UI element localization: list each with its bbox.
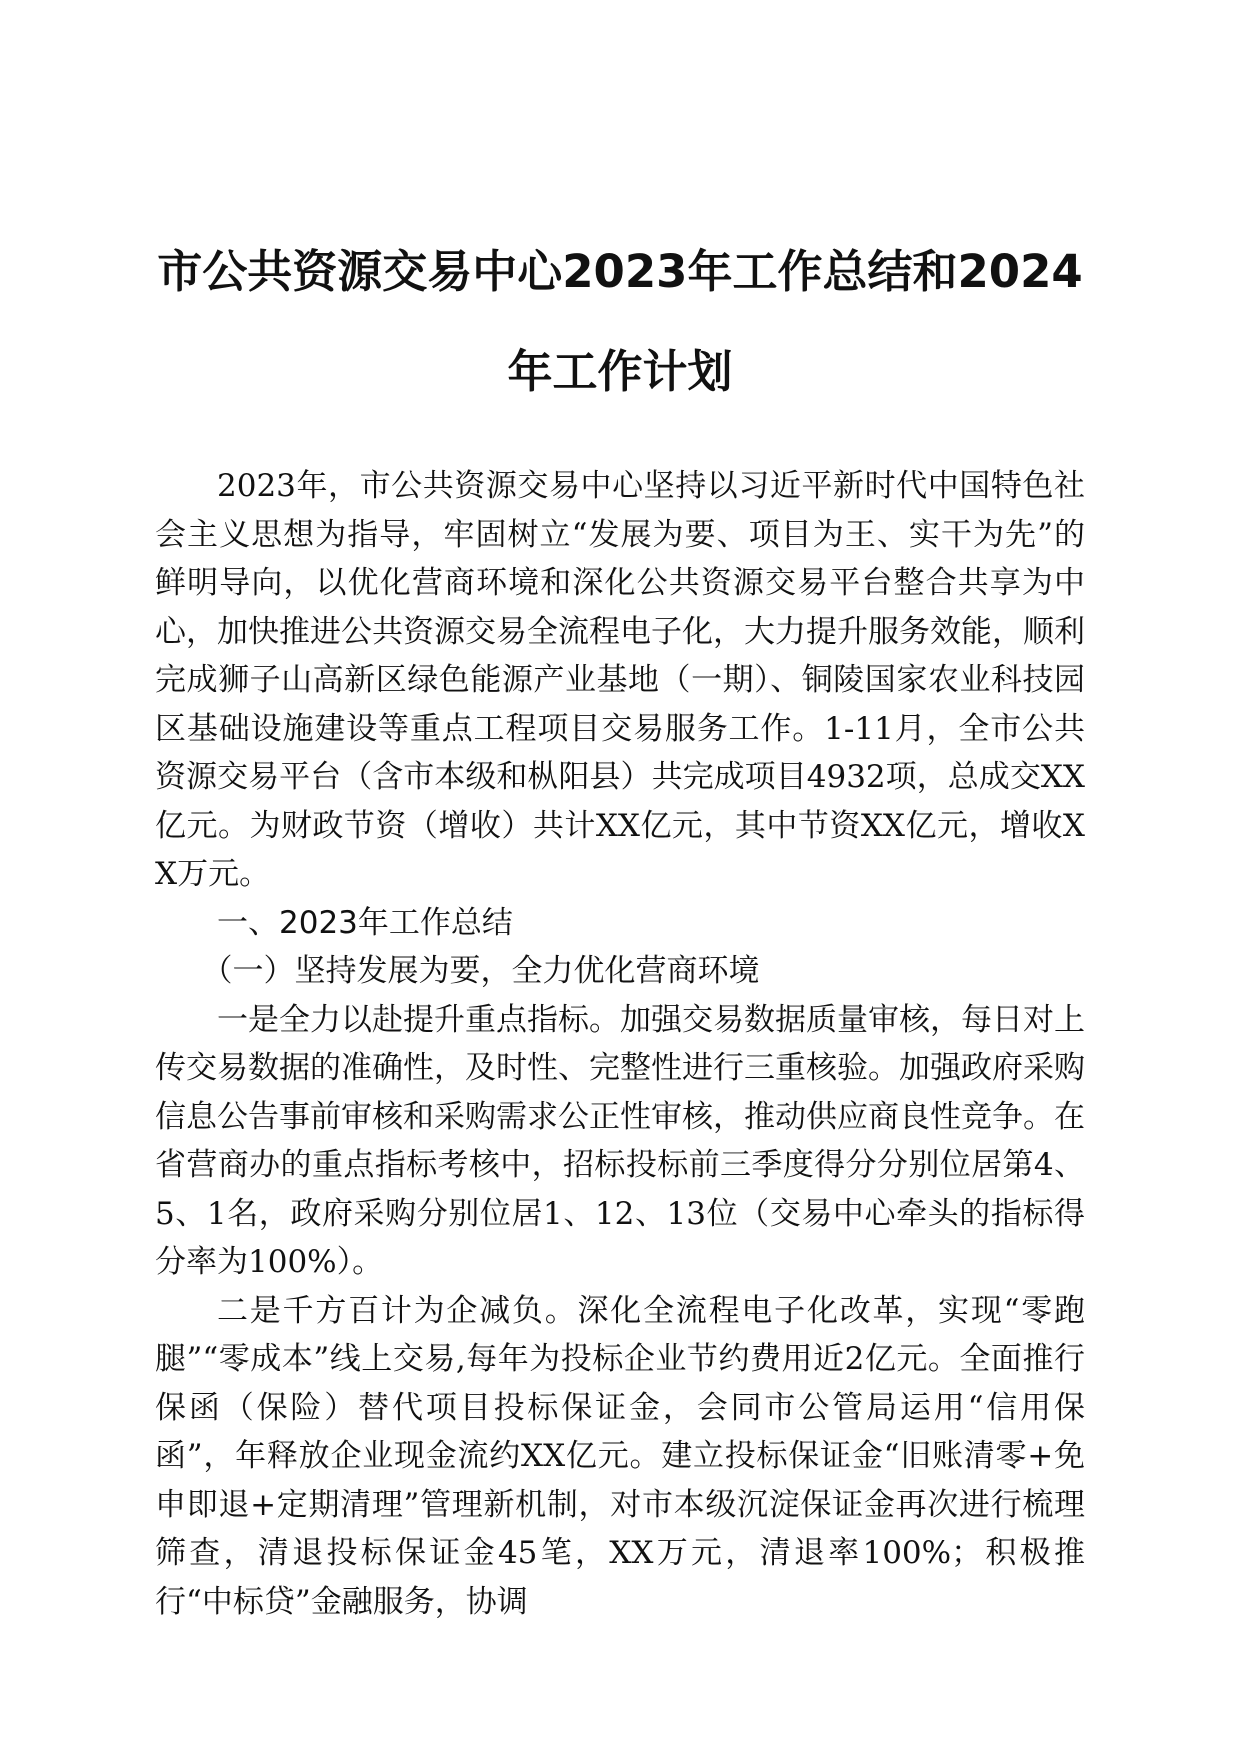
document-body (155, 462, 1085, 1626)
paragraph-reduce-enterprise-burden: 二是千方百计为企减负。深化全流程电子化改革，实现“零跑腿”“零成本”线上交易,每年为投标企业节约费用近2亿元。全面推行保函（保险）替代项目投标保证金，会同市公管局运用“信用保函”，年释放企业现金流约XX亿元。建立投标保证金“旧账清零+免申即退+定期清理”管理新机制，对市本级沉淀保证金再次进行梳理筛查，清退投标保证金45笔，XX万元，清退率100%；积极推行“中标贷”金融服务，协调 (155, 1292, 1085, 1620)
section-heading-2023-summary: 一、2023年工作总结 (217, 904, 513, 941)
document-title: 市公共资源交易中心2023年工作总结和2024年工作计划 (157, 245, 1083, 398)
intro-paragraph: 2023年，市公共资源交易中心坚持以习近平新时代中国特色社会主义思想为指导，牢固树立“发展为要、项目为王、实干为先”的鲜明导向，以优化营商环境和深化公共资源交易平台整合共享为中心，加快推进公共资源交易全流程电子化，大力提升服务效能，顺利完成狮子山高新区绿色能源产业基地（一期）、铜陵国家农业科技园区基础设施建设等重点工程项目交易服务工作。1-11月，全市公共资源交易平台（含市本级和枞阳县）共完成项目4932项，总成交XX亿元。为财政节资（增收）共计XX亿元，其中节资XX亿元，增收XX万元。 (155, 468, 1085, 892)
paragraph-key-indicators: 一是全力以赴提升重点指标。加强交易数据质量审核，每日对上传交易数据的准确性，及时性、完整性进行三重核验。加强政府采购信息公告事前审核和采购需求公正性审核，推动供应商良性竞争。在省营商办的重点指标考核中，招标投标前三季度得分分别位居第4、5、1名，政府采购分别位居1、12、13位（交易中心牵头的指标得分率为100%）。 (155, 1001, 1085, 1280)
subsection-heading-business-environment: （一）坚持发展为要，全力优化营商环境 (201, 953, 760, 989)
